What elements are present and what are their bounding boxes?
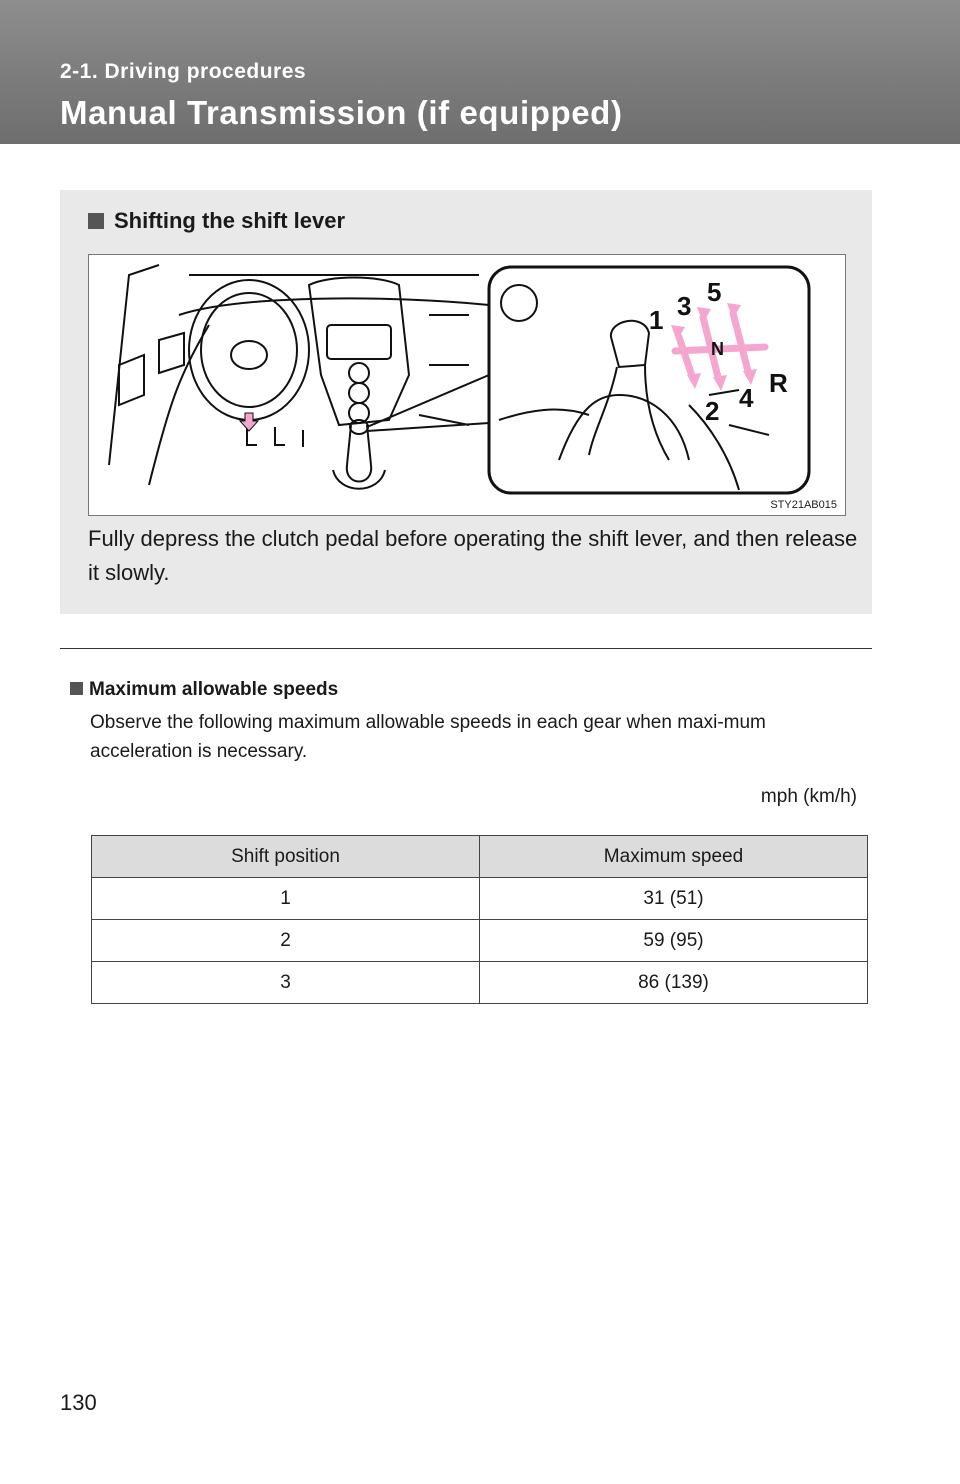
max-speed-table (91, 835, 868, 1004)
table-cell: 1 (92, 878, 480, 920)
table-row (92, 920, 868, 962)
table-header-row (92, 836, 868, 878)
note-text: Observe the following maximum allowable speeds in each gear when maxi-mum acceleration is necessary. (90, 712, 766, 762)
square-bullet-icon (88, 213, 104, 229)
unit-label: mph (km/h) (760, 786, 857, 807)
gear-label-2: 2 (705, 396, 720, 426)
gear-label-4: 4 (739, 383, 754, 413)
table-cell: 86 (139) (480, 962, 868, 1004)
table-row (92, 878, 868, 920)
shift-lever-box (60, 190, 872, 614)
table-header: Maximum speed (480, 836, 868, 878)
gear-label-3: 3 (677, 291, 692, 321)
page-number: 130 (60, 1390, 97, 1415)
section-label: 2-1. Driving procedures (60, 60, 307, 83)
table-cell: 2 (92, 920, 480, 962)
box-text: Fully depress the clutch pedal before operating the shift lever, and then release it slowly. (88, 526, 858, 585)
page-title: Manual Transmission (if equipped) (60, 94, 623, 131)
gear-label-n: N (711, 339, 724, 359)
dashboard-illustration (89, 255, 845, 515)
table-cell: 3 (92, 962, 480, 1004)
gear-label-1: 1 (649, 305, 664, 335)
table-cell: 31 (51) (480, 878, 868, 920)
shift-lever-illustration (88, 254, 846, 516)
table-cell: 59 (95) (480, 920, 868, 962)
note-heading (70, 679, 338, 701)
figure-code: STY21AB015 (770, 499, 837, 511)
table-row (92, 962, 868, 1004)
divider (60, 648, 872, 649)
gear-label-5: 5 (707, 277, 722, 307)
box-heading (88, 208, 345, 234)
table-header: Shift position (92, 836, 480, 878)
note-heading-text: Maximum allowable speeds (89, 679, 339, 700)
page-header (0, 0, 960, 148)
gear-label-r: R (769, 368, 788, 398)
square-bullet-icon (70, 682, 83, 695)
box-heading-text: Shifting the shift lever (114, 208, 346, 233)
